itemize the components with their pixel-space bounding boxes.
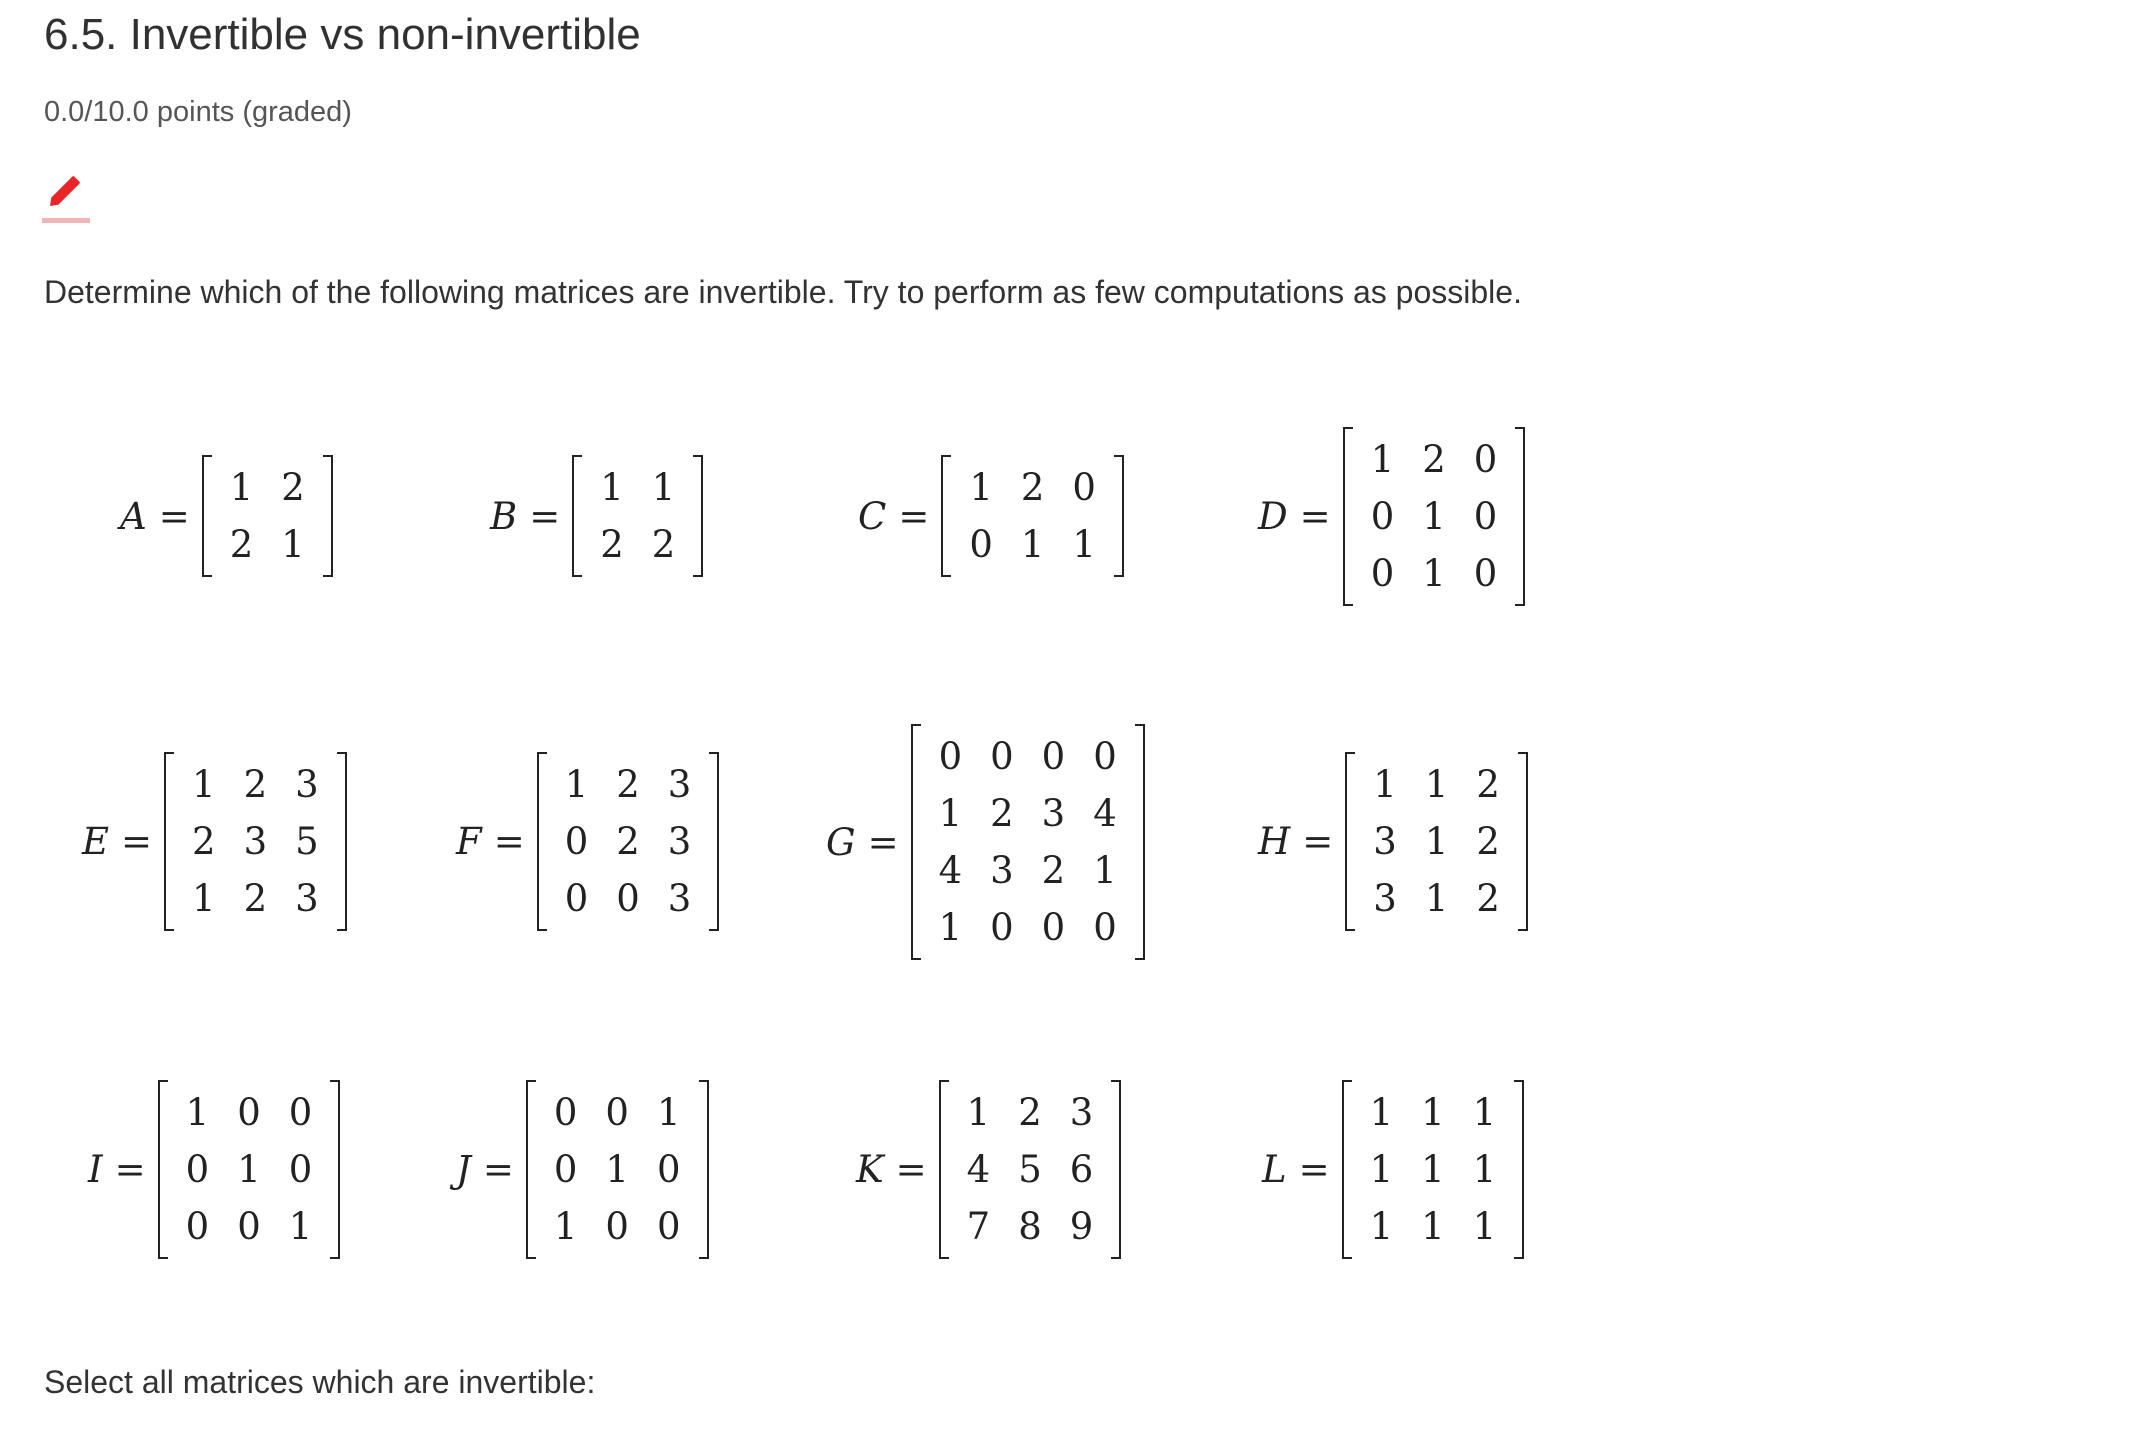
matrix-row: [586, 459, 689, 516]
matrix-entry: 2: [192, 820, 216, 863]
matrix-label: B: [490, 494, 518, 538]
matrix-brackets: [1342, 1084, 1525, 1255]
matrix-entries: [953, 1084, 1108, 1255]
matrix-entry: 2: [229, 523, 254, 566]
matrix-brackets: [202, 459, 333, 573]
matrix-entries: [216, 459, 319, 573]
matrix-row: [953, 1198, 1108, 1255]
matrix-row: [586, 516, 689, 573]
matrix-entry: 1: [192, 763, 216, 806]
matrix-row: [216, 516, 319, 573]
matrix-entry: 1: [966, 1091, 991, 1134]
matrix-entry: 0: [553, 1148, 578, 1191]
matrix-entry: 0: [1370, 495, 1395, 538]
matrix-entry: 0: [1093, 735, 1117, 778]
matrix-entries: [1359, 756, 1514, 927]
matrix-f: [456, 756, 719, 927]
matrix-entries: [1356, 1084, 1511, 1255]
equals-sign: =: [482, 1148, 514, 1191]
equals-sign: =: [529, 494, 561, 538]
matrix-k: [856, 1084, 1121, 1255]
matrix-h: [1258, 756, 1528, 927]
matrix-entry: 1: [564, 763, 589, 806]
equals-sign: =: [493, 820, 525, 863]
matrix-row: [551, 870, 706, 927]
matrix-entry: 8: [1018, 1205, 1042, 1248]
matrix-entry: 4: [938, 849, 963, 892]
matrix-entry: 1: [185, 1091, 210, 1134]
matrix-entry: 1: [1072, 523, 1096, 566]
matrix-entry: 1: [938, 906, 963, 949]
matrix-entry: 1: [1370, 438, 1395, 481]
matrix-entry: 1: [1424, 820, 1449, 863]
matrix-row: [1359, 870, 1514, 927]
matrix-row: [551, 756, 706, 813]
matrix-entries: [586, 459, 689, 573]
matrix-a: [120, 459, 333, 573]
matrix-entries: [1357, 431, 1512, 602]
matrix-entry: 2: [990, 792, 1014, 835]
matrix-entry: 2: [616, 763, 640, 806]
matrix-label: G: [826, 820, 856, 864]
matrix-entry: 1: [1472, 1091, 1497, 1134]
matrix-entry: 2: [1476, 763, 1500, 806]
matrix-entry: 5: [295, 820, 319, 863]
matrix-entry: 5: [1018, 1148, 1042, 1191]
matrix-row: [1357, 488, 1512, 545]
matrix-entry: 1: [969, 466, 993, 509]
equals-sign: =: [867, 820, 899, 864]
matrix-i: [88, 1084, 340, 1255]
matrix-entry: 0: [616, 877, 640, 920]
matrix-entries: [551, 756, 706, 927]
matrix-label: E: [82, 820, 110, 863]
matrix-row: [540, 1141, 695, 1198]
matrix-entries: [172, 1084, 327, 1255]
matrix-entry: 3: [295, 877, 319, 920]
matrix-g: [826, 728, 1145, 956]
equals-sign: =: [114, 1148, 146, 1191]
matrix-brackets: [1345, 756, 1528, 927]
matrix-label: K: [856, 1148, 884, 1191]
matrix-d: [1258, 431, 1525, 602]
equals-sign: =: [158, 494, 190, 538]
matrix-entry: 1: [1369, 1091, 1394, 1134]
matrix-row: [216, 459, 319, 516]
matrix-j: [456, 1084, 709, 1255]
matrix-entries: [925, 728, 1131, 956]
matrix-entry: 3: [667, 763, 692, 806]
matrix-row: [925, 728, 1131, 785]
matrix-entry: 0: [1041, 906, 1066, 949]
matrix-entry: 0: [288, 1091, 313, 1134]
matrix-brackets: [572, 459, 703, 573]
matrix-row: [178, 870, 333, 927]
matrix-row: [955, 516, 1110, 573]
matrix-brackets: [158, 1084, 341, 1255]
matrix-entry: 4: [966, 1148, 991, 1191]
matrix-entry: 1: [1422, 495, 1446, 538]
matrix-entry: 1: [1421, 1148, 1445, 1191]
matrix-entry: 0: [1370, 552, 1395, 595]
matrix-label: H: [1258, 820, 1291, 863]
matrix-entry: 0: [564, 820, 589, 863]
matrix-entry: 1: [1093, 849, 1117, 892]
matrix-b: [490, 459, 703, 573]
matrix-entry: 1: [288, 1205, 313, 1248]
matrix-e: [82, 756, 347, 927]
matrix-entry: 3: [667, 820, 692, 863]
matrix-row: [1356, 1141, 1511, 1198]
matrix-row: [172, 1198, 327, 1255]
page-title: 6.5. Invertible vs non-invertible: [44, 10, 641, 59]
matrix-entry: 1: [1424, 877, 1449, 920]
matrix-entry: 2: [616, 820, 640, 863]
matrix-row: [925, 899, 1131, 956]
matrix-row: [540, 1198, 695, 1255]
matrix-entry: 1: [1369, 1205, 1394, 1248]
matrix-brackets: [911, 728, 1145, 956]
matrix-label: F: [456, 820, 482, 863]
matrix-entry: 1: [1472, 1148, 1497, 1191]
equals-sign: =: [1302, 820, 1334, 863]
matrix-entry: 6: [1069, 1148, 1094, 1191]
matrix-row: [1359, 813, 1514, 870]
equals-sign: =: [895, 1148, 927, 1191]
matrix-entry: 2: [651, 523, 676, 566]
matrix-entry: 1: [1373, 763, 1397, 806]
matrix-label: A: [120, 494, 147, 538]
matrix-entry: 1: [192, 877, 216, 920]
matrix-entry: 3: [243, 820, 268, 863]
matrix-c: [858, 459, 1124, 573]
matrix-entry: 0: [938, 735, 963, 778]
matrix-label: D: [1258, 495, 1288, 538]
matrix-entry: 1: [1424, 763, 1449, 806]
matrix-l: [1262, 1084, 1524, 1255]
matrix-entry: 0: [237, 1091, 261, 1134]
matrix-entry: 1: [1369, 1148, 1394, 1191]
matrix-brackets: [164, 756, 347, 927]
matrix-entry: 3: [990, 849, 1014, 892]
matrix-entry: 0: [1093, 906, 1117, 949]
matrix-label: I: [88, 1148, 103, 1191]
matrix-entry: 3: [1373, 877, 1397, 920]
matrix-entry: 0: [288, 1148, 313, 1191]
matrix-entry: 0: [605, 1205, 629, 1248]
matrix-entries: [955, 459, 1110, 573]
matrix-brackets: [939, 1084, 1122, 1255]
matrix-entry: 2: [600, 523, 624, 566]
matrix-row: [540, 1084, 695, 1141]
matrix-row: [1356, 1084, 1511, 1141]
matrix-entry: 0: [1473, 552, 1498, 595]
question-prompt: Determine which of the following matrices are invertible. Try to perform as few computations as possible.: [44, 274, 1522, 310]
matrix-entry: 1: [553, 1205, 578, 1248]
matrix-entry: 0: [656, 1148, 681, 1191]
equals-sign: =: [1298, 1148, 1330, 1191]
matrix-entries: [540, 1084, 695, 1255]
matrix-entry: 2: [1476, 877, 1500, 920]
matrix-row: [551, 813, 706, 870]
matrix-entry: 0: [564, 877, 589, 920]
matrix-row: [1356, 1198, 1511, 1255]
matrix-entry: 1: [651, 466, 676, 509]
matrix-row: [925, 785, 1131, 842]
equals-sign: =: [1299, 495, 1331, 538]
matrix-entry: 0: [553, 1091, 578, 1134]
matrix-entry: 1: [1421, 1205, 1445, 1248]
matrix-entry: 2: [243, 763, 268, 806]
matrix-entry: 9: [1069, 1205, 1094, 1248]
matrix-entry: 2: [1422, 438, 1446, 481]
matrix-entry: 0: [656, 1205, 681, 1248]
matrix-row: [172, 1084, 327, 1141]
matrix-entry: 2: [1018, 1091, 1042, 1134]
matrix-row: [955, 459, 1110, 516]
matrix-entry: 1: [1422, 552, 1446, 595]
matrix-entry: 4: [1093, 792, 1117, 835]
matrix-brackets: [537, 756, 720, 927]
matrix-label: J: [456, 1148, 471, 1191]
matrix-entry: 1: [1020, 523, 1045, 566]
matrix-entry: 0: [990, 906, 1014, 949]
matrix-entry: 2: [1476, 820, 1500, 863]
matrix-row: [1359, 756, 1514, 813]
matrix-entry: 1: [600, 466, 624, 509]
matrix-entry: 0: [185, 1205, 210, 1248]
matrix-entry: 3: [1069, 1091, 1094, 1134]
matrix-entry: 0: [1041, 735, 1066, 778]
pencil-edit-icon[interactable]: [42, 172, 94, 228]
matrix-entry: 3: [1041, 792, 1066, 835]
points-status: 0.0/10.0 points (graded): [44, 96, 352, 128]
matrix-entry: 0: [969, 523, 993, 566]
matrix-row: [172, 1141, 327, 1198]
matrix-row: [953, 1141, 1108, 1198]
matrix-entry: 2: [281, 466, 305, 509]
matrix-entries: [178, 756, 333, 927]
matrix-entry: 0: [605, 1091, 629, 1134]
matrix-brackets: [526, 1084, 709, 1255]
matrix-entry: 1: [237, 1148, 261, 1191]
matrix-row: [1357, 545, 1512, 602]
matrix-entry: 0: [185, 1148, 210, 1191]
matrix-row: [1357, 431, 1512, 488]
matrix-entry: 1: [281, 523, 305, 566]
matrix-entry: 3: [295, 763, 319, 806]
matrix-entry: 1: [938, 792, 963, 835]
matrix-label: C: [858, 494, 887, 538]
matrix-entry: 1: [229, 466, 254, 509]
equals-sign: =: [121, 820, 153, 863]
matrix-row: [925, 842, 1131, 899]
matrix-row: [178, 756, 333, 813]
matrix-entry: 0: [1072, 466, 1096, 509]
matrix-entry: 1: [656, 1091, 681, 1134]
select-prompt: Select all matrices which are invertible:: [44, 1364, 596, 1400]
matrix-brackets: [941, 459, 1124, 573]
matrix-entry: 3: [1373, 820, 1397, 863]
matrix-entry: 1: [1421, 1091, 1445, 1134]
equals-sign: =: [898, 494, 930, 538]
matrix-entry: 0: [1473, 438, 1498, 481]
matrix-entry: 3: [667, 877, 692, 920]
matrix-entry: 1: [605, 1148, 629, 1191]
matrix-entry: 7: [966, 1205, 991, 1248]
matrix-row: [178, 813, 333, 870]
matrix-entry: 0: [990, 735, 1014, 778]
matrix-row: [953, 1084, 1108, 1141]
matrix-entry: 2: [243, 877, 268, 920]
matrix-brackets: [1343, 431, 1526, 602]
matrix-entry: 1: [1472, 1205, 1497, 1248]
matrix-entry: 2: [1020, 466, 1045, 509]
matrix-label: L: [1262, 1148, 1287, 1191]
matrix-entry: 0: [1473, 495, 1498, 538]
matrix-entry: 0: [237, 1205, 261, 1248]
matrix-entry: 2: [1041, 849, 1066, 892]
